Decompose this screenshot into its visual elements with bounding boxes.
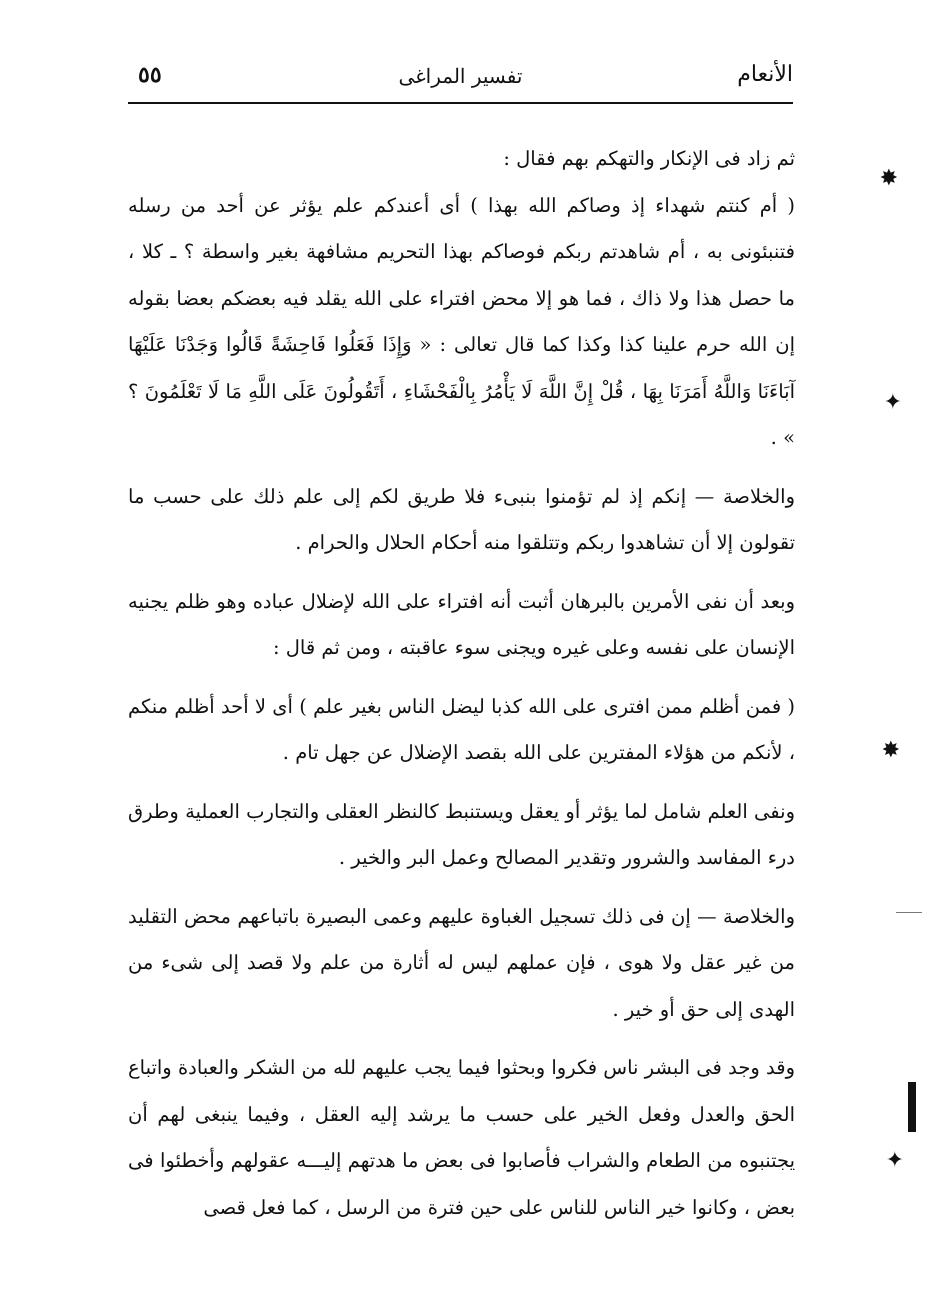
margin-dash — [896, 912, 922, 913]
paragraph-verse-witnesses: ( أم كنتم شهداء إذ وصاكم الله بهذا ) أى أعندكم علم يؤثر عن أحد من رسله فتنبئونى به ، أم شاهدتم ربكم فوصاكم بهذا التحريم مشافهة بغير واسطة ؟ ـ كلا ، ما حصل هذا ولا ذاك ، فما هو إلا محض افتراء على الله يقلد فيه بعضكم بعضا بقوله إن الله حرم علينا كذا وكذا كما قال تعالى : « وَإِذَا فَعَلُوا فَاحِشَةً قَالُوا وَجَدْنَا عَلَيْهَا آبَاءَنَا وَاللَّهُ أَمَرَنَا بِهَا ، قُلْ إِنَّ اللَّهَ لَا يَأْمُرُ بِالْفَحْشَاءِ ، أَتَقُولُونَ عَلَى اللَّهِ مَا لَا تَعْلَمُونَ ؟ » . — [128, 193, 796, 449]
margin-ink-spot: ✦ — [883, 390, 902, 415]
margin-ink-spot: ✸ — [879, 166, 898, 191]
paragraph-negation-of-knowledge: ونفى العلم شامل لما يؤثر أو يعقل ويستنبط كالنظر العقلى والتجارب العملية وطرق درء المفاسد والشرور وتقدير المصالح وعمل البر والخير . — [128, 799, 795, 869]
paragraph-after-proof: وبعد أن نفى الأمرين بالبرهان أثبت أنه افتراء على الله لإضلال عباده وهو ظلم يجنيه الإنسان على نفسه وعلى غيره ويجنى سوء عاقبته ، ومن ثم قال : — [128, 589, 795, 659]
page-body — [128, 136, 795, 1243]
header-rule — [128, 102, 793, 104]
paragraph-summary-2: والخلاصة — إن فى ذلك تسجيل الغباوة عليهم وعمى البصيرة باتباعهم محض التقليد من غير عقل ولا هوى ، فإن عملهم ليس له أثارة من علم ولا قصد إلى شىء من الهدى إلى حق أو خير . — [128, 904, 795, 1021]
paragraph-verse-who-more-unjust: ( فمن أظلم ممن افترى على الله كذبا ليضل الناس بغير علم ) أى لا أحد أظلم منكم ، لأنكم من هؤلاء المفترين على الله بقصد الإضلال عن جهل تام . — [128, 694, 795, 764]
surah-name: الأنعام — [737, 62, 793, 87]
margin-ink-spot: ✦ — [885, 1148, 904, 1173]
page-number: ٥٥ — [138, 62, 162, 88]
paragraph-summary-1: والخلاصة — إنكم إذ لم تؤمنوا بنبىء فلا طريق لكم إلى علم ذلك على حسب ما تقولون إلا أن تشاهدوا ربكم وتتلقوا منه أحكام الحلال والحرام . — [128, 484, 795, 554]
book-title: تفسير المراغى — [398, 64, 523, 88]
margin-ink-mark — [908, 1082, 916, 1132]
paragraph-intro: ثم زاد فى الإنكار والتهكم بهم فقال : — [503, 147, 795, 170]
margin-ink-spot: ✸ — [881, 738, 900, 763]
page-header — [128, 58, 793, 104]
paragraph-people-who-thought: وقد وجد فى البشر ناس فكروا وبحثوا فيما يجب عليهم لله من الشكر والعبادة واتباع الحق والعدل وفعل الخير على حسب ما يرشد إليه العقل ، وفيما ينبغى لهم أن يجتنبوه من الطعام والشراب فأصابوا فى بعض ما هدتهم إليـــه عقولهم وأخطئوا فى بعض ، وكانوا خير الناس للناس على حين فترة من الرسل ، كما فعل قصى — [128, 1056, 795, 1219]
